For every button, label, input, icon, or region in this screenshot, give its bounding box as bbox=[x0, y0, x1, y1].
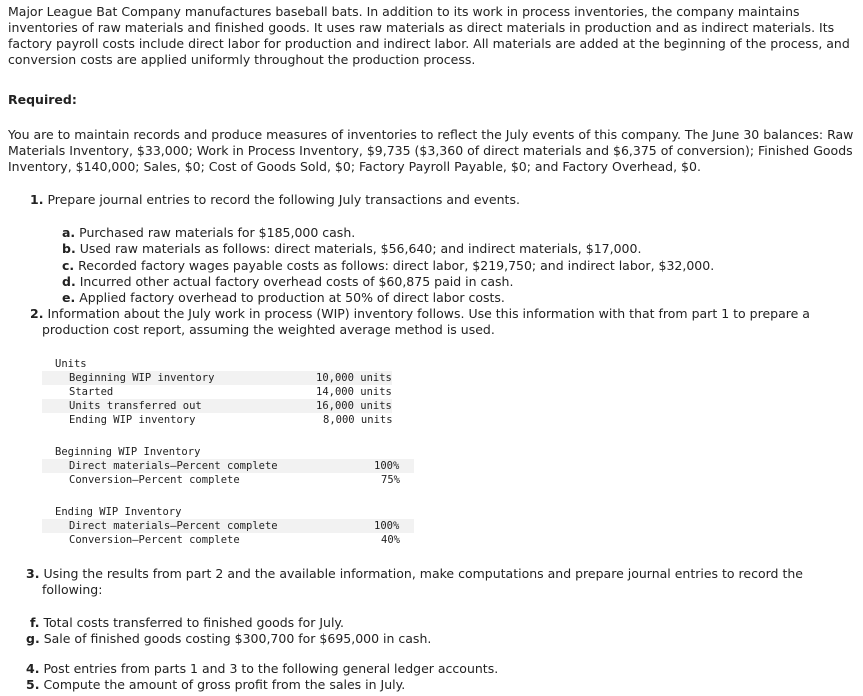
item-text: Incurred other actual factory overhead costs of $60,875 paid in cash. bbox=[79, 274, 514, 289]
row-value: 14,000 units bbox=[316, 386, 392, 398]
row-label: Direct materials—Percent complete bbox=[69, 520, 278, 532]
row-value: 10,000 units bbox=[316, 372, 392, 384]
question-3 bbox=[26, 566, 851, 582]
list-item bbox=[62, 258, 852, 274]
intro-paragraph: Major League Bat Company manufactures baseball bats. In addition to its work in process inventories, the company maintains inventories of raw materials and finished goods. It uses raw materials as direct materials in production and as indirect materials. Its factory payroll costs include direct labor for production and indirect labor. All materials are added at the beginning of the process, and conversion costs are applied uniformly throughout the production process. bbox=[8, 4, 850, 67]
row-label: Conversion—Percent complete bbox=[69, 534, 240, 546]
item-letter: d. bbox=[62, 274, 76, 289]
item-text: Applied factory overhead to production at 50% of direct labor costs. bbox=[79, 290, 505, 305]
table-row bbox=[42, 385, 392, 399]
row-value: 100% bbox=[374, 520, 400, 532]
list-item bbox=[62, 225, 852, 241]
list-item bbox=[26, 631, 816, 647]
row-value: 40% bbox=[381, 534, 400, 546]
question-number: 2. bbox=[30, 306, 44, 321]
question-2 bbox=[30, 306, 855, 322]
list-item bbox=[62, 241, 852, 257]
row-value: 8,000 units bbox=[323, 414, 393, 426]
question-text: Information about the July work in process (WIP) inventory follows. Use this information with that from part 1 to prepare a bbox=[47, 306, 810, 321]
question-5 bbox=[26, 677, 851, 693]
item-letter: f. bbox=[30, 615, 40, 630]
row-label: Beginning WIP inventory bbox=[69, 372, 215, 384]
row-label: Direct materials—Percent complete bbox=[69, 460, 278, 472]
list-item bbox=[30, 615, 820, 631]
item-text: Recorded factory wages payable costs as follows: direct labor, $219,750; and indirect labor, $32,000. bbox=[78, 258, 715, 273]
table-row bbox=[42, 413, 392, 427]
item-letter: c. bbox=[62, 258, 75, 273]
question-number: 4. bbox=[26, 661, 40, 676]
question-number: 5. bbox=[26, 677, 40, 692]
question-text: Using the results from part 2 and the available information, make computations and prepare journal entries to record the bbox=[43, 566, 803, 581]
beginning-wip-header: Beginning WIP Inventory bbox=[55, 446, 201, 458]
row-value: 16,000 units bbox=[316, 400, 392, 412]
row-value: 100% bbox=[374, 460, 400, 472]
table-row bbox=[42, 371, 392, 385]
item-text: Used raw materials as follows: direct materials, $56,640; and indirect materials, $17,000. bbox=[79, 241, 642, 256]
item-letter: e. bbox=[62, 290, 76, 305]
question-2-continued: production cost report, assuming the weighted average method is used. bbox=[42, 322, 495, 337]
item-text: Sale of finished goods costing $300,700 for $695,000 in cash. bbox=[43, 631, 432, 646]
table-row bbox=[42, 459, 414, 473]
row-label: Units transferred out bbox=[69, 400, 202, 412]
row-label: Conversion—Percent complete bbox=[69, 474, 240, 486]
balances-paragraph: You are to maintain records and produce measures of inventories to reflect the July events of this company. The June 30 balances: Raw Materials Inventory, $33,000; Work in Process Inventory, $9,735 ($3,360 of direct materials and $6,375 of conversion); Finished Goods Inventory, $140,000; Sales, $0; Cost of Goods Sold, $0; Factory Payroll Payable, $0; and Factory Overhead, $0. bbox=[8, 127, 854, 174]
table-row bbox=[42, 519, 414, 533]
table-row bbox=[42, 399, 392, 413]
question-number: 1. bbox=[30, 192, 44, 207]
item-text: Purchased raw materials for $185,000 cash. bbox=[79, 225, 356, 240]
ending-wip-header: Ending WIP Inventory bbox=[55, 506, 182, 518]
list-item bbox=[62, 290, 852, 306]
table-row bbox=[42, 473, 414, 487]
question-text: Prepare journal entries to record the following July transactions and events. bbox=[47, 192, 520, 207]
question-3-continued: following: bbox=[42, 582, 103, 597]
question-1 bbox=[30, 192, 855, 208]
question-text: Post entries from parts 1 and 3 to the following general ledger accounts. bbox=[43, 661, 499, 676]
row-value: 75% bbox=[381, 474, 400, 486]
row-label: Ending WIP inventory bbox=[69, 414, 196, 426]
required-heading: Required: bbox=[8, 92, 77, 107]
question-4 bbox=[26, 661, 851, 677]
units-header: Units bbox=[55, 358, 87, 370]
item-text: Total costs transferred to finished goods for July. bbox=[43, 615, 345, 630]
item-letter: b. bbox=[62, 241, 76, 256]
item-letter: a. bbox=[62, 225, 76, 240]
question-text: Compute the amount of gross profit from the sales in July. bbox=[43, 677, 406, 692]
row-label: Started bbox=[69, 386, 114, 398]
table-row bbox=[42, 533, 414, 547]
item-letter: g. bbox=[26, 631, 40, 646]
list-item bbox=[62, 274, 852, 290]
question-number: 3. bbox=[26, 566, 40, 581]
